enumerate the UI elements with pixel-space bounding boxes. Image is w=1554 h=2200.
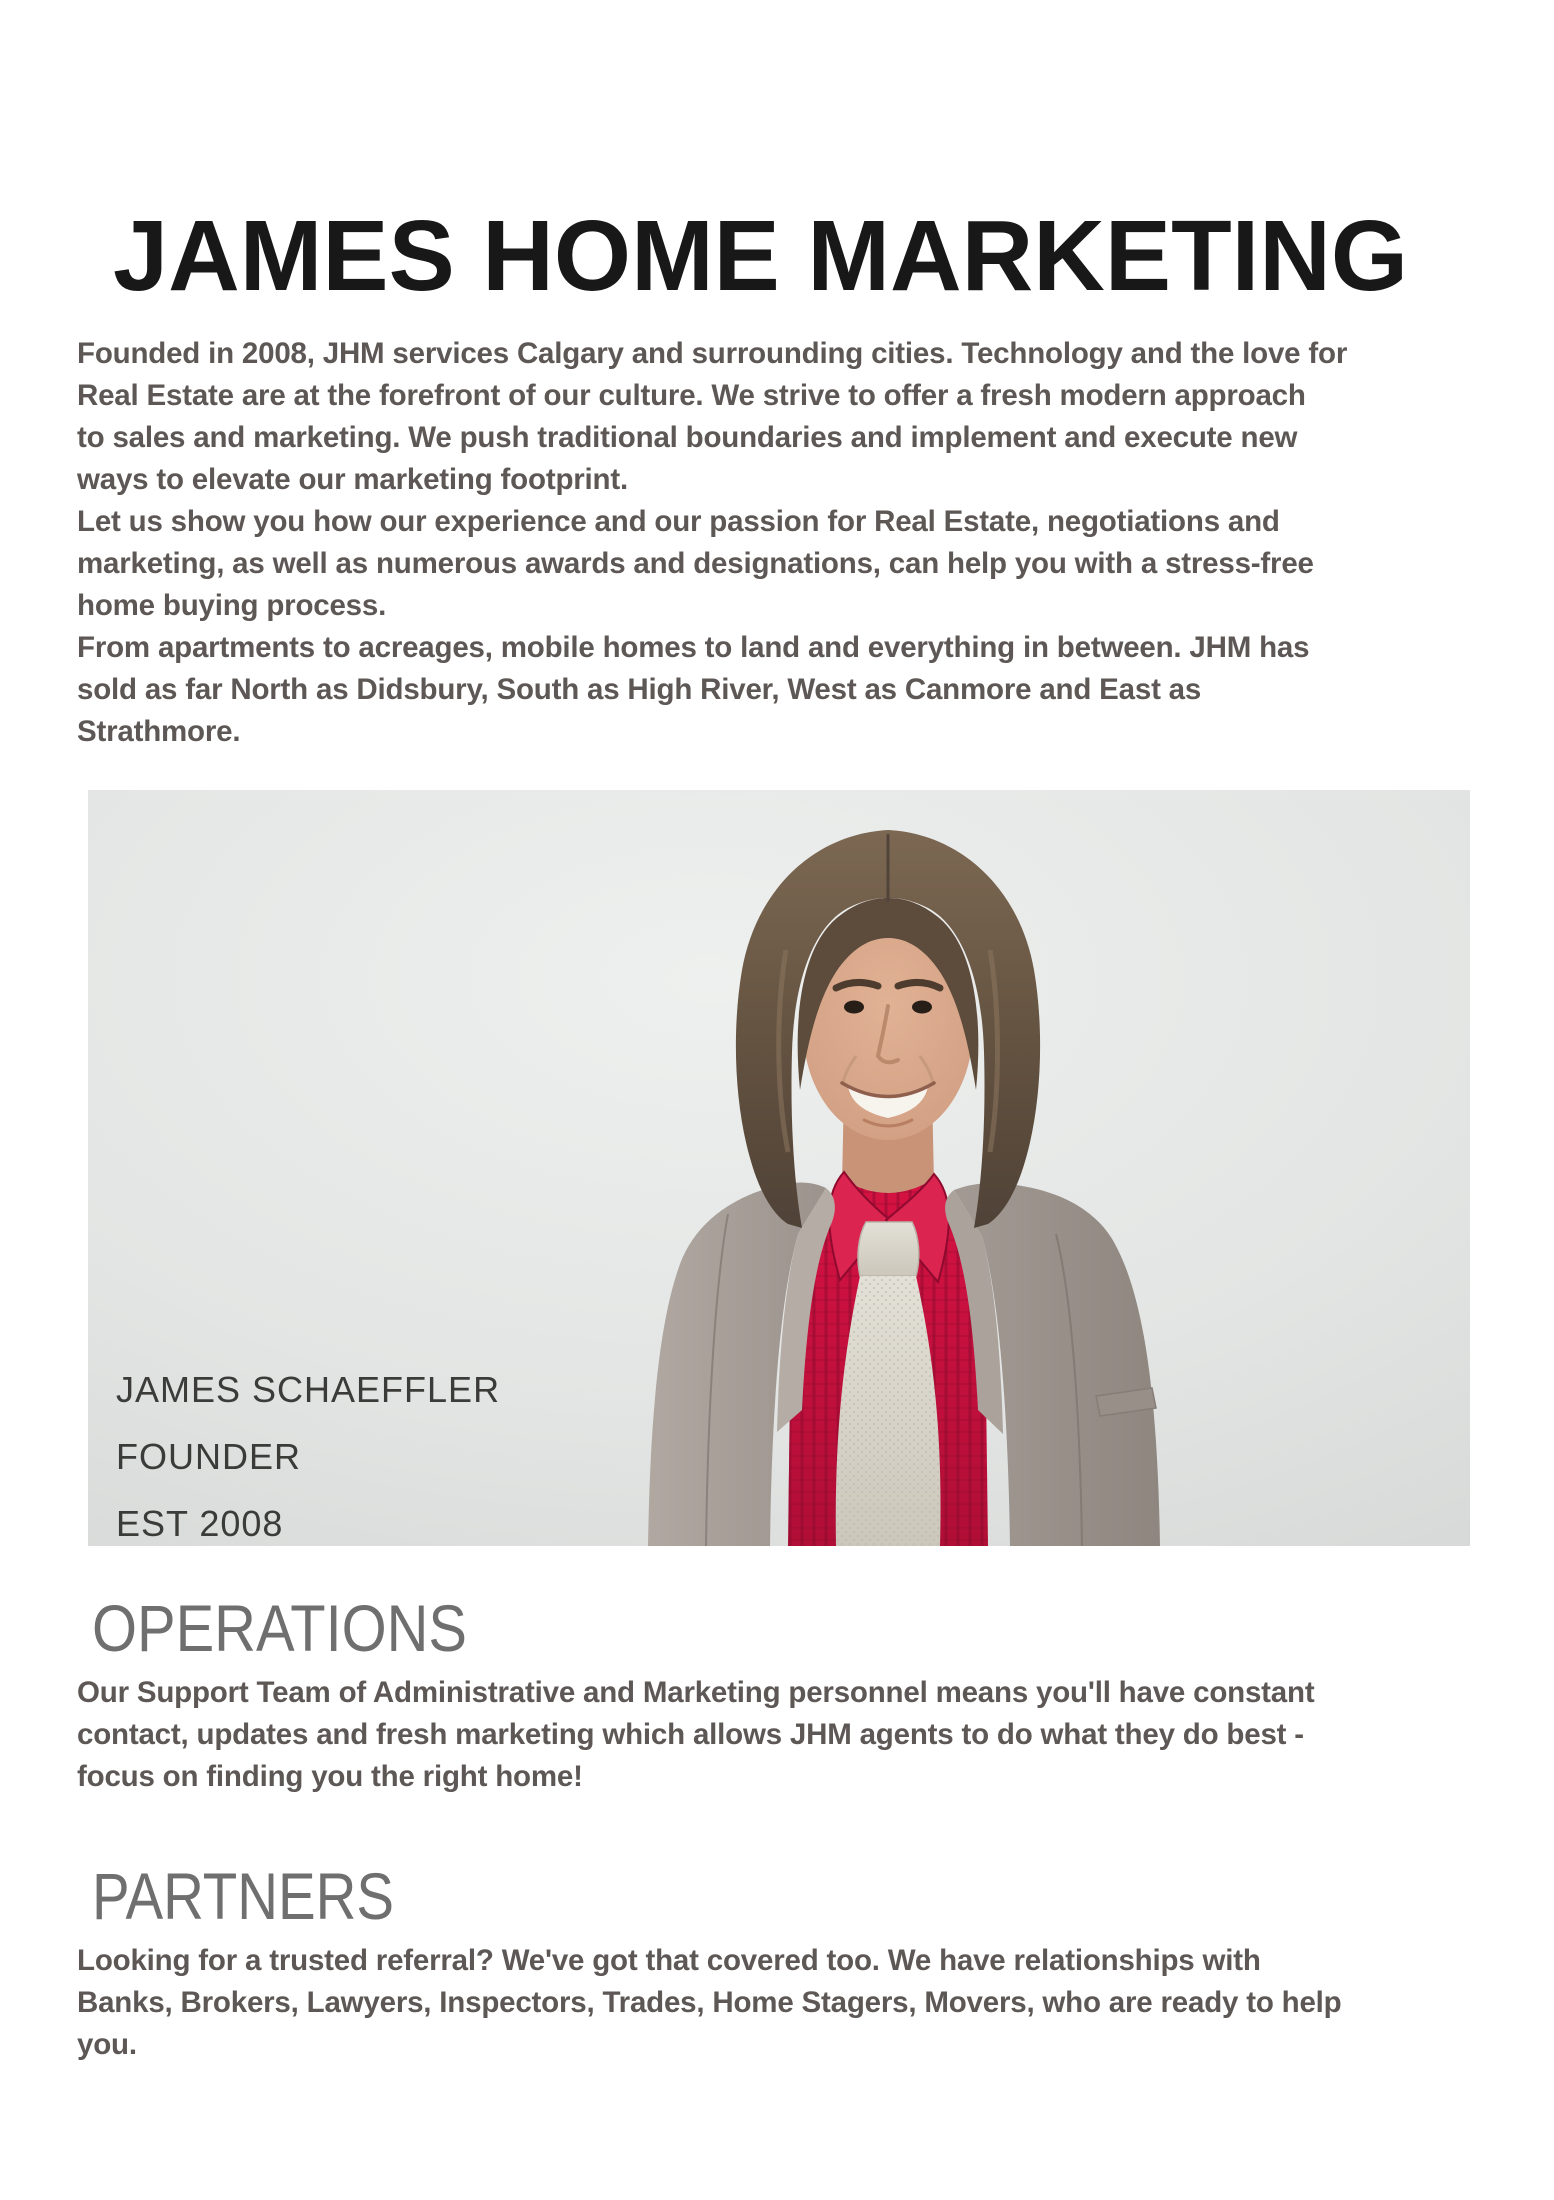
partners-line: Looking for a trusted referral? We've got that covered too. We have relationships with: [77, 1944, 1261, 1977]
intro-text: [77, 333, 1347, 753]
eye-right: [912, 1001, 932, 1014]
intro-line: marketing, as well as numerous awards and designations, can help you with a stress-free: [77, 547, 1314, 580]
eye-left: [844, 1001, 864, 1014]
page-title: [113, 190, 1413, 320]
intro-line: sold as far North as Didsbury, South as High River, West as Canmore and East as: [77, 673, 1202, 706]
intro-line: Founded in 2008, JHM services Calgary and surrounding cities. Technology and the love for: [77, 337, 1348, 370]
operations-text: [77, 1672, 1314, 1798]
founder-photo: [88, 790, 1470, 1546]
caption-role: FOUNDER: [116, 1436, 301, 1477]
operations-heading-text: OPERATIONS: [92, 1591, 467, 1665]
intro-line: Strathmore.: [77, 715, 241, 748]
intro-line: home buying process.: [77, 589, 387, 622]
intro-line: From apartments to acreages, mobile homes to land and everything in between. JHM has: [77, 631, 1310, 664]
partners-text: [77, 1940, 1342, 2066]
intro-line: to sales and marketing. We push traditional boundaries and implement and execute new: [77, 421, 1298, 454]
operations-heading: [92, 1590, 512, 1670]
operations-line: Our Support Team of Administrative and Marketing personnel means you'll have constant: [77, 1676, 1315, 1709]
partners-line: you.: [77, 2028, 137, 2061]
page-title-text: JAMES HOME MARKETING: [113, 200, 1408, 312]
intro-line: Let us show you how our experience and our passion for Real Estate, negotiations and: [77, 505, 1280, 538]
partners-heading-text: PARTNERS: [92, 1859, 394, 1933]
operations-line: contact, updates and fresh marketing which allows JHM agents to do what they do best -: [77, 1718, 1304, 1751]
partners-heading: [92, 1858, 512, 1938]
tie-knot: [858, 1222, 919, 1276]
operations-line: focus on finding you the right home!: [77, 1760, 583, 1793]
caption-name: JAMES SCHAEFFLER: [116, 1369, 501, 1410]
caption-established: EST 2008: [116, 1503, 284, 1544]
partners-line: Banks, Brokers, Lawyers, Inspectors, Trades, Home Stagers, Movers, who are ready to help: [77, 1986, 1342, 2019]
photo-caption: [116, 1356, 500, 1557]
intro-line: Real Estate are at the forefront of our culture. We strive to offer a fresh modern approach: [77, 379, 1306, 412]
intro-line: ways to elevate our marketing footprint.: [77, 463, 628, 496]
